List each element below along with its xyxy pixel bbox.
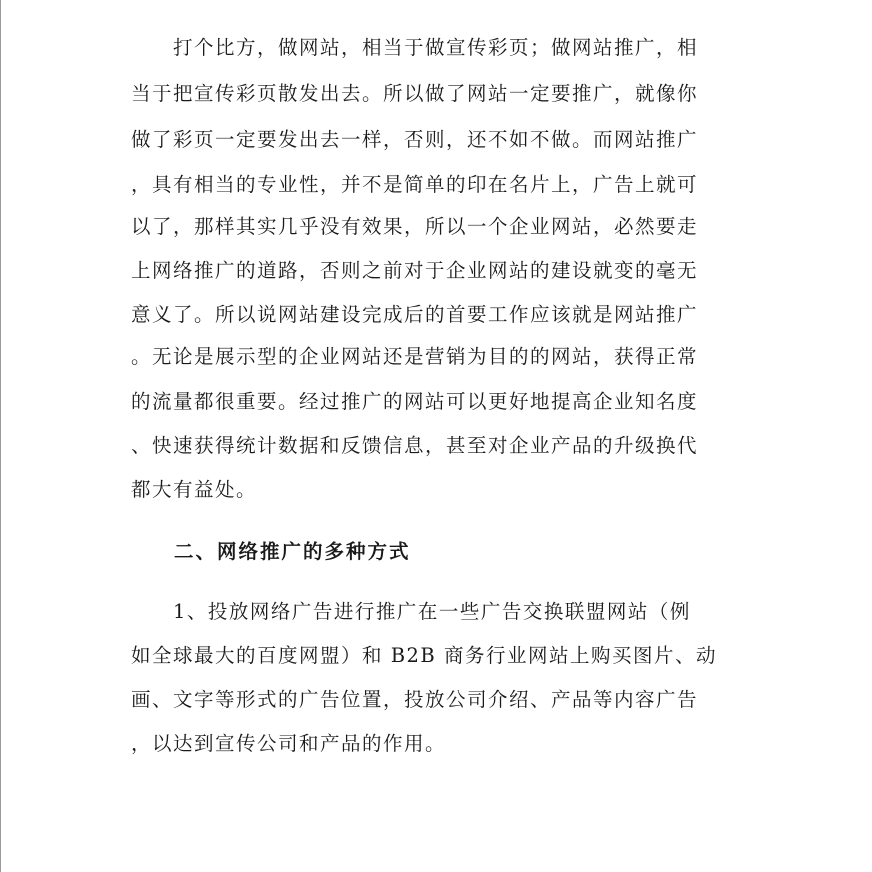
paragraph-line: ，以达到宣传公司和产品的作用。: [131, 732, 447, 755]
paragraph-line: 上网络推广的道路，否则之前对于企业网站的建设就变的毫无: [131, 259, 699, 282]
paragraph-line: 打个比方，做网站，相当于做宣传彩页；做网站推广，相: [131, 36, 699, 59]
paragraph-line: 的流量都很重要。经过推广的网站可以更好地提高企业知名度: [131, 390, 699, 413]
paragraph-line: 意义了。所以说网站建设完成后的首要工作应该就是网站推广: [131, 303, 699, 326]
paragraph-line: 做了彩页一定要发出去一样，否则，还不如不做。而网站推广: [131, 128, 699, 151]
paragraph-line: 以了，那样其实几乎没有效果，所以一个企业网站，必然要走: [131, 215, 699, 238]
paragraph-line: 如全球最大的百度网盟）和 B2B 商务行业网站上购买图片、动: [131, 644, 717, 667]
paragraph-line: 当于把宣传彩页散发出去。所以做了网站一定要推广，就像你: [131, 82, 699, 105]
paragraph-line: ，具有相当的专业性，并不是简单的印在名片上，广告上就可: [131, 173, 699, 196]
paragraph-line: 都大有益处。: [131, 478, 258, 501]
section-heading: 二、网络推广的多种方式: [131, 540, 411, 563]
paragraph-line: 1、投放网络广告进行推广在一些广告交换联盟网站（例: [131, 600, 691, 623]
paragraph-line: 、快速获得统计数据和反馈信息，甚至对企业产品的升级换代: [131, 434, 699, 457]
paragraph-line: 画、文字等形式的广告位置，投放公司介绍、产品等内容广告: [131, 688, 699, 711]
paragraph-line: 。无论是展示型的企业网站还是营销为目的的网站，获得正常: [131, 345, 699, 368]
